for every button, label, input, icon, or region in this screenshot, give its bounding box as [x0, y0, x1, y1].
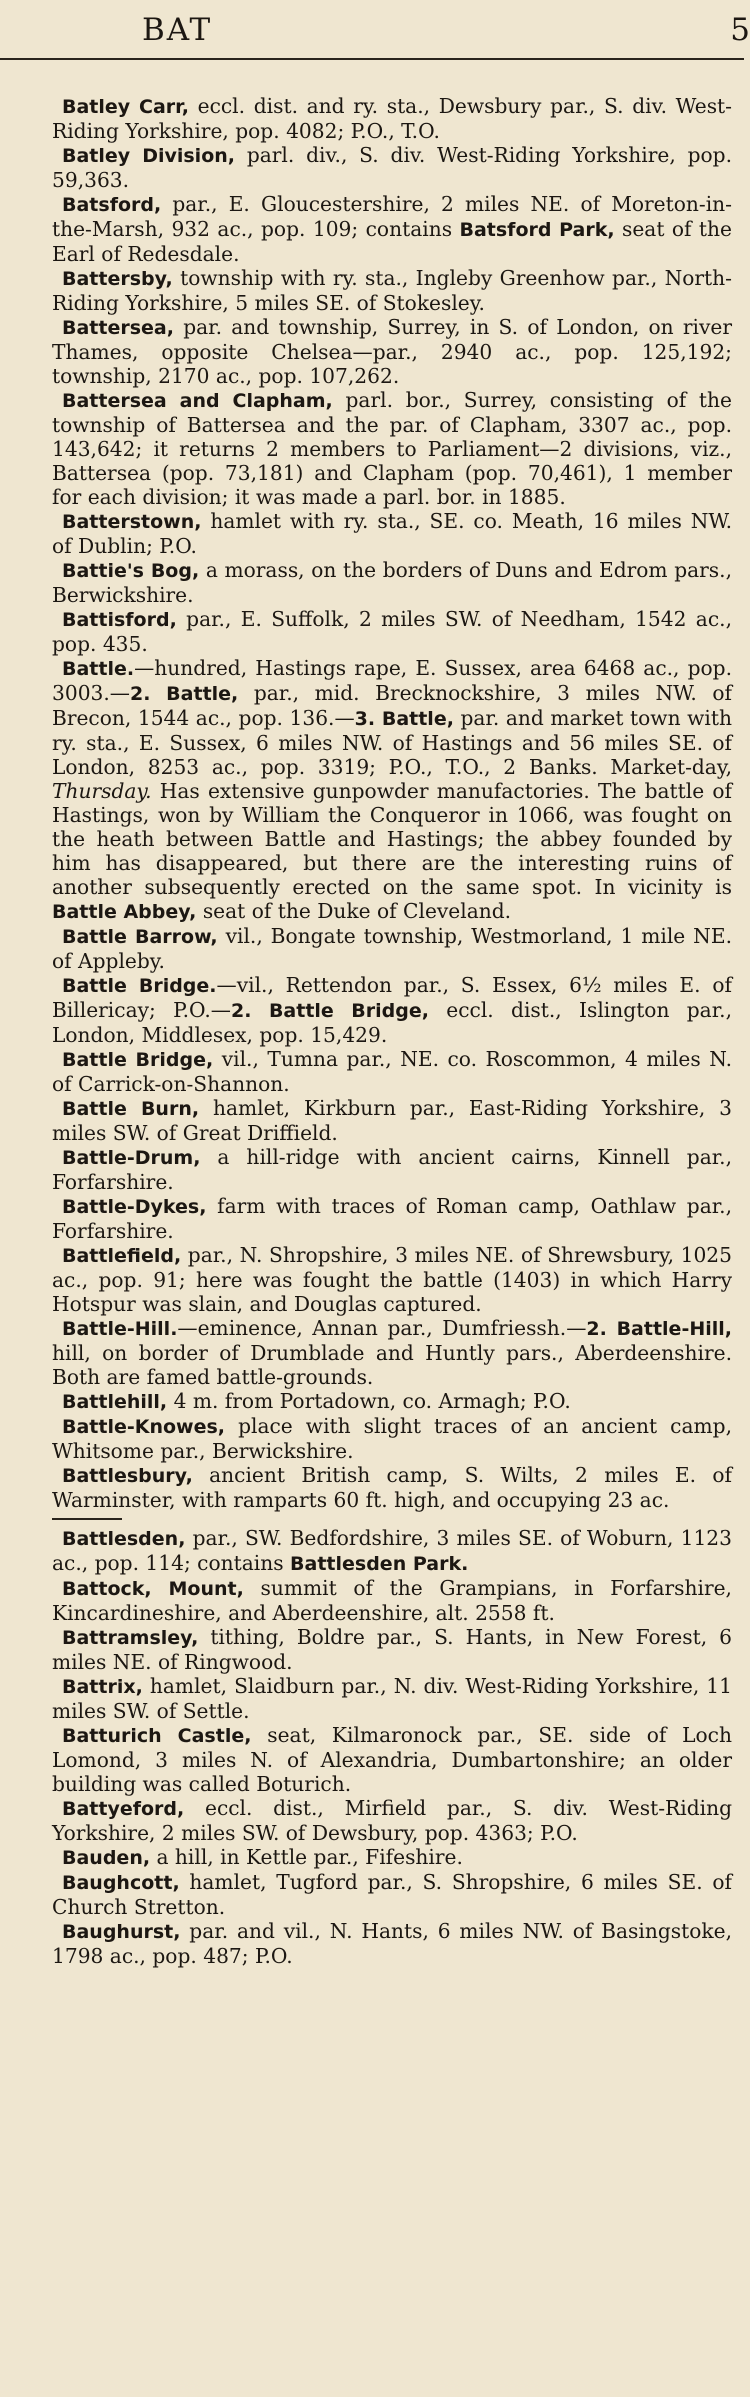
- headword: Battle Barrow,: [62, 926, 218, 948]
- headword: Battersea,: [62, 317, 174, 339]
- entry: [52, 1870, 732, 1919]
- headword: 2. Battle Bridge,: [231, 1000, 429, 1022]
- entry-text: par., SW. Bedfordshire, 3 miles SE. of Woburn, 1123 ac., pop. 114; contains: [52, 1526, 732, 1575]
- entry-text: seat of the Earl of Redesdale.: [52, 217, 732, 266]
- headword: Battle Bridge.: [62, 975, 217, 997]
- entry: [52, 1919, 732, 1968]
- entry-text: eccl. dist., Islington par., London, Middlesex, pop. 15,429.: [52, 998, 732, 1047]
- entry: [52, 1047, 732, 1096]
- entry-text: par. and township, Surrey, in S. of London, on river Thames, opposite Chelsea—par., 2940 ac., pop. 125,192; township, 2170 ac., pop. 107,262.: [52, 315, 732, 388]
- headword: Battle Abbey,: [52, 901, 197, 923]
- headword: Batterstown,: [62, 511, 202, 533]
- entry: [52, 1674, 732, 1723]
- headword: Battie's Bog,: [62, 560, 200, 582]
- headword: Battrix,: [62, 1676, 143, 1698]
- entry: [52, 1796, 732, 1845]
- entry-text: parl. bor., Surrey, consisting of the township of Battersea and the par. of Clapham, 3307 ac., pop. 143,642; it returns 2 members to Parliament—2 divisions, viz., Battersea (pop. 73,181) and Clapham (pop. 70,461), 1 member for each division; it was made a parl. bor. in 1885.: [52, 388, 732, 509]
- entry: [52, 266, 732, 315]
- entry: [52, 1389, 732, 1414]
- entry-text: a morass, on the borders of Duns and Edrom pars., Berwickshire.: [52, 558, 732, 607]
- headword: Battle Bridge,: [62, 1049, 214, 1071]
- running-header: [0, 0, 750, 60]
- headword: Bauden,: [62, 1847, 151, 1869]
- entry: [52, 558, 732, 607]
- entry-text: —hundred, Hastings rape, E. Sussex, area 6468 ac., pop. 3003.—: [52, 656, 732, 705]
- entry: [52, 1096, 732, 1145]
- entry-text: vil., Bongate township, Westmorland, 1 mile NE. of Appleby.: [52, 924, 732, 973]
- entry-text: ancient British camp, S. Wilts, 2 miles E. of Warminster, with ramparts 60 ft. high, and occupying 23 ac.: [52, 1463, 732, 1512]
- headword: 2. Battle,: [129, 683, 239, 705]
- entry: [52, 1576, 732, 1625]
- headword: Baughcott,: [62, 1872, 180, 1894]
- entry-text: summit of the Grampians, in Forfarshire, Kincardineshire, and Aberdeenshire, alt. 2558 ft.: [52, 1576, 732, 1625]
- headword: Baughurst,: [62, 1921, 181, 1943]
- entry: [52, 1316, 732, 1389]
- header-word: BAT: [142, 12, 213, 48]
- entry-text: hamlet, Kirkburn par., East-Riding Yorkshire, 3 miles SW. of Great Driffield.: [52, 1096, 732, 1145]
- entry-text: Has extensive gunpowder manufactories. The battle of Hastings, won by William the Conqueror in 1066, was fought on the heath between Battle and Hastings; the abbey founded by him has disappeared, but there are the interesting ruins of another subsequently erected on the same spot. In vicinity is: [52, 779, 732, 899]
- headword: Battlesden Park.: [290, 1553, 469, 1575]
- entry-text: tithing, Boldre par., S. Hants, in New Forest, 6 miles NE. of Ringwood.: [52, 1625, 732, 1674]
- entry: [52, 1414, 732, 1463]
- entry-text: —eminence, Annan par., Dumfriessh.—: [177, 1316, 587, 1340]
- entry: [52, 94, 732, 143]
- entry: [52, 1625, 732, 1674]
- entry: [52, 1526, 732, 1576]
- headword: Battlesbury,: [62, 1465, 193, 1487]
- headword: Battlefield,: [62, 1245, 182, 1267]
- entry-text: par., N. Shropshire, 3 miles NE. of Shrewsbury, 1025 ac., pop. 91; here was fought the battle (1403) in which Harry Hotspur was slain, and Douglas captured.: [52, 1243, 732, 1316]
- entry-text: a hill, in Kettle par., Fifeshire.: [150, 1845, 463, 1869]
- entry-text: par., mid. Brecknockshire, 3 miles NW. of Brecon, 1544 ac., pop. 136.—: [52, 681, 733, 730]
- entry-text: a hill-ridge with ancient cairns, Kinnell par., Forfarshire.: [52, 1145, 732, 1194]
- italic-text: Thursday.: [52, 779, 152, 803]
- entry: [52, 1723, 732, 1796]
- entry: [52, 143, 732, 192]
- entry-text: par., E. Suffolk, 2 miles SW. of Needham, 1542 ac., pop. 435.: [52, 607, 732, 656]
- entry-text: place with slight traces of an ancient camp, Whitsome par., Berwickshire.: [52, 1414, 732, 1463]
- entry-text: eccl. dist., Mirfield par., S. div. West-Riding Yorkshire, 2 miles SW. of Dewsbury, pop. 4363; P.O.: [52, 1796, 732, 1845]
- entry: [52, 656, 732, 924]
- headword: Battisford,: [62, 609, 177, 631]
- entry-text: hill, on border of Drumblade and Huntly pars., Aberdeenshire. Both are famed battle-grounds.: [52, 1341, 732, 1389]
- entry: [52, 192, 732, 266]
- entry-text: hamlet with ry. sta., SE. co. Meath, 16 miles NW. of Dublin; P.O.: [52, 509, 732, 558]
- entry: [52, 1463, 732, 1512]
- headword: Battle-Hill.: [62, 1318, 178, 1340]
- entry-text: eccl. dist. and ry. sta., Dewsbury par., S. div. West-Riding Yorkshire, pop. 4082; P.O., T.O.: [52, 94, 732, 143]
- section-divider: [52, 1518, 122, 1520]
- headword: Battlehill,: [62, 1391, 168, 1413]
- entry: [52, 1194, 732, 1243]
- headword: Batsford Park,: [459, 219, 615, 241]
- headword: Batley Division,: [62, 145, 235, 167]
- entry-text: 4 m. from Portadown, co. Armagh; P.O.: [167, 1389, 571, 1413]
- headword: Battle.: [62, 658, 135, 680]
- entry-text: farm with traces of Roman camp, Oathlaw par., Forfarshire.: [52, 1194, 732, 1243]
- entry-text: seat, Kilmaronock par., SE. side of Loch Lomond, 3 miles N. of Alexandria, Dumbartonshire; an older building was called Boturich.: [52, 1723, 732, 1796]
- headword: Batsford,: [62, 194, 162, 216]
- headword: Battlesden,: [62, 1528, 186, 1550]
- entry: [52, 924, 732, 973]
- entry-text: par., E. Gloucestershire, 2 miles NE. of Moreton-in-the-Marsh, 932 ac., pop. 109; contains: [52, 192, 732, 241]
- entry-text: parl. div., S. div. West-Riding Yorkshire, pop. 59,363.: [52, 143, 732, 192]
- entry: [52, 315, 732, 388]
- entry: [52, 1145, 732, 1194]
- headword: 3. Battle,: [354, 708, 454, 730]
- headword: Batley Carr,: [62, 96, 189, 118]
- headword: 2. Battle-Hill,: [586, 1318, 732, 1340]
- entry-text: township with ry. sta., Ingleby Greenhow par., North-Riding Yorkshire, 5 miles SE. of Stokesley.: [52, 266, 732, 315]
- entry-text: par. and market town with ry. sta., E. Sussex, 6 miles NW. of Hastings and 56 miles SE. of London, 8253 ac., pop. 3319; P.O., T.O., 2 Banks. Market-day,: [52, 706, 732, 779]
- headword: Batturich Castle,: [62, 1725, 252, 1747]
- headword: Battersby,: [62, 268, 173, 290]
- entry: [52, 973, 732, 1047]
- entry-text: par. and vil., N. Hants, 6 miles NW. of Basingstoke, 1798 ac., pop. 487; P.O.: [52, 1919, 732, 1968]
- entry: [52, 1243, 732, 1316]
- entries-column: [52, 94, 732, 1968]
- entry-text: seat of the Duke of Cleveland.: [196, 899, 512, 923]
- entry: [52, 1845, 732, 1870]
- headword: Battle-Dykes,: [62, 1196, 207, 1218]
- entry-text: vil., Tumna par., NE. co. Roscommon, 4 miles N. of Carrick-on-Shannon.: [52, 1047, 732, 1096]
- page-number: 5: [730, 12, 750, 48]
- headword: Battle Burn,: [62, 1098, 200, 1120]
- entry-text: hamlet, Tugford par., S. Shropshire, 6 miles SE. of Church Stretton.: [52, 1870, 732, 1919]
- headword: Battyeford,: [62, 1798, 185, 1820]
- headword: Battersea and Clapham,: [62, 390, 333, 412]
- entry-text: —vil., Rettendon par., S. Essex, 6½ miles E. of Billericay; P.O.—: [52, 973, 732, 1022]
- headword: Battramsley,: [62, 1627, 199, 1649]
- headword: Battle-Knowes,: [62, 1416, 226, 1438]
- entry: [52, 509, 732, 558]
- headword: Battock, Mount,: [62, 1578, 244, 1600]
- headword: Battle-Drum,: [62, 1147, 201, 1169]
- entry: [52, 607, 732, 656]
- entry: [52, 388, 732, 509]
- entry-text: hamlet, Slaidburn par., N. div. West-Riding Yorkshire, 11 miles SW. of Settle.: [52, 1674, 732, 1723]
